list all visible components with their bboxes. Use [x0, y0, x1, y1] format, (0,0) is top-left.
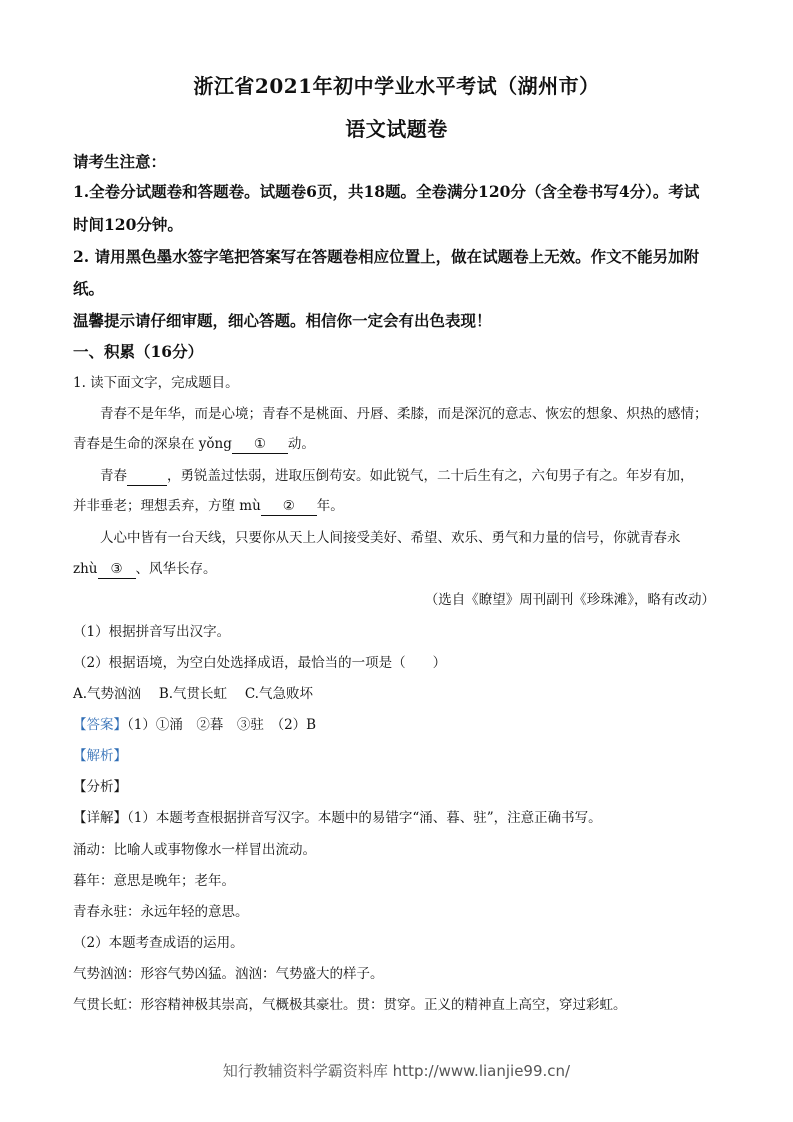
q1-p1-line2-a: 青春是生命的深泉在 yǒng — [73, 436, 232, 452]
answer-label: 【答案】 — [73, 717, 127, 733]
q1-stem: 1. 读下面文字，完成题目。 — [73, 375, 239, 391]
explain-4: （2）本题考查成语的运用。 — [73, 935, 244, 951]
explain-6: 气贯长虹：形容精神极其崇高，气概极其豪壮。贯：贯穿。正义的精神直上高空，穿过彩虹。 — [73, 997, 627, 1013]
notice-item2-line1: 2. 请用黑色墨水签字笔把答案写在答题卷相应位置上，做在试题卷上无效。作文不能另加附 — [73, 247, 700, 266]
notice-tip: 温馨提示请仔细审题，细心答题。相信你一定会有出色表现！ — [73, 311, 492, 330]
notice-item1-line1: 1.全卷分试题卷和答题卷。试题卷6页，共18题。全卷满分120分（含全卷书写4分）。考试 — [73, 182, 700, 201]
q1-p2-line1 — [100, 464, 720, 486]
explain-1: 涌动：比喻人或事物像水一样冒出流动。 — [73, 842, 316, 858]
notice-item2-line2: 纸。 — [73, 279, 105, 298]
explain-2: 暮年：意思是晚年；老年。 — [73, 873, 235, 889]
q1-p2-line1-b: ，勇锐盖过怯弱，进取压倒苟安。如此锐气，二十后生有之，六旬男子有之。年岁有加， — [167, 468, 694, 484]
blank-idiom[interactable] — [127, 470, 167, 486]
q1-p1-line2-b: 动。 — [287, 436, 315, 452]
page-subtitle: 语文试题卷 — [345, 117, 448, 141]
q1-source: （选自《瞭望》周刊副刊《珍珠滩》，略有改动） — [424, 592, 715, 608]
q1-answer — [73, 713, 723, 733]
page-title: 浙江省2021年初中学业水平考试（湖州市） — [193, 74, 600, 98]
explain-3: 青春永驻：永远年轻的意思。 — [73, 904, 249, 920]
q1-p3-line2-a: zhù — [73, 561, 98, 577]
q1-p2-line2-a: 并非垂老；理想丢弃，方堕 mù — [73, 498, 261, 514]
footer-watermark[interactable]: 知行教辅资料学霸资料库 http://www.lianjie99.cn/ — [222, 1062, 571, 1080]
detail-text: （1）本题考查根据拼音写汉字。本题中的易错字“涌、暮、驻”，注意正确书写。 — [127, 810, 602, 826]
q1-detail — [73, 806, 723, 826]
blank-1[interactable]: ① — [232, 438, 288, 454]
blank-2[interactable]: ② — [261, 500, 317, 516]
q1-sub1: （1）根据拼音写出汉字。 — [73, 624, 231, 640]
explain-5: 气势汹汹：形容气势凶猛。汹汹：气势盛大的样子。 — [73, 966, 384, 982]
q1-p1-line2 — [73, 432, 723, 454]
detail-label: 【详解】 — [73, 810, 127, 826]
q1-p3-line1: 人心中皆有一台天线，只要你从天上人间接受美好、希望、欢乐、勇气和力量的信号，你就青春永 — [100, 530, 681, 546]
q1-p1-line1: 青春不是年华，而是心境；青春不是桃面、丹唇、柔膝，而是深沉的意志、恢宏的想象、炽热的感情； — [100, 406, 708, 422]
q1-options: A.气势汹汹 B.气贯长虹 C.气急败坏 — [73, 686, 313, 702]
fenxi-label: 【分析】 — [73, 779, 127, 795]
q1-p2-line1-a: 青春 — [100, 468, 127, 484]
notice-item1-line2: 时间120分钟。 — [73, 215, 183, 234]
q1-p3-line2-b: 、风华长存。 — [135, 561, 217, 577]
answer-text: （1）①涌 ②暮 ③驻 （2）B — [127, 717, 317, 733]
notice-heading: 请考生注意： — [73, 152, 167, 171]
q1-p2-line2-b: 年。 — [316, 498, 344, 514]
q1-p3-line2 — [73, 557, 723, 579]
section1-heading: 一、积累（16分） — [73, 342, 204, 361]
blank-3[interactable]: ③ — [98, 563, 136, 579]
q1-p2-line2 — [73, 494, 723, 516]
q1-sub2: （2）根据语境，为空白处选择成语，最恰当的一项是（ ） — [73, 655, 447, 671]
analysis-label: 【解析】 — [73, 748, 127, 764]
